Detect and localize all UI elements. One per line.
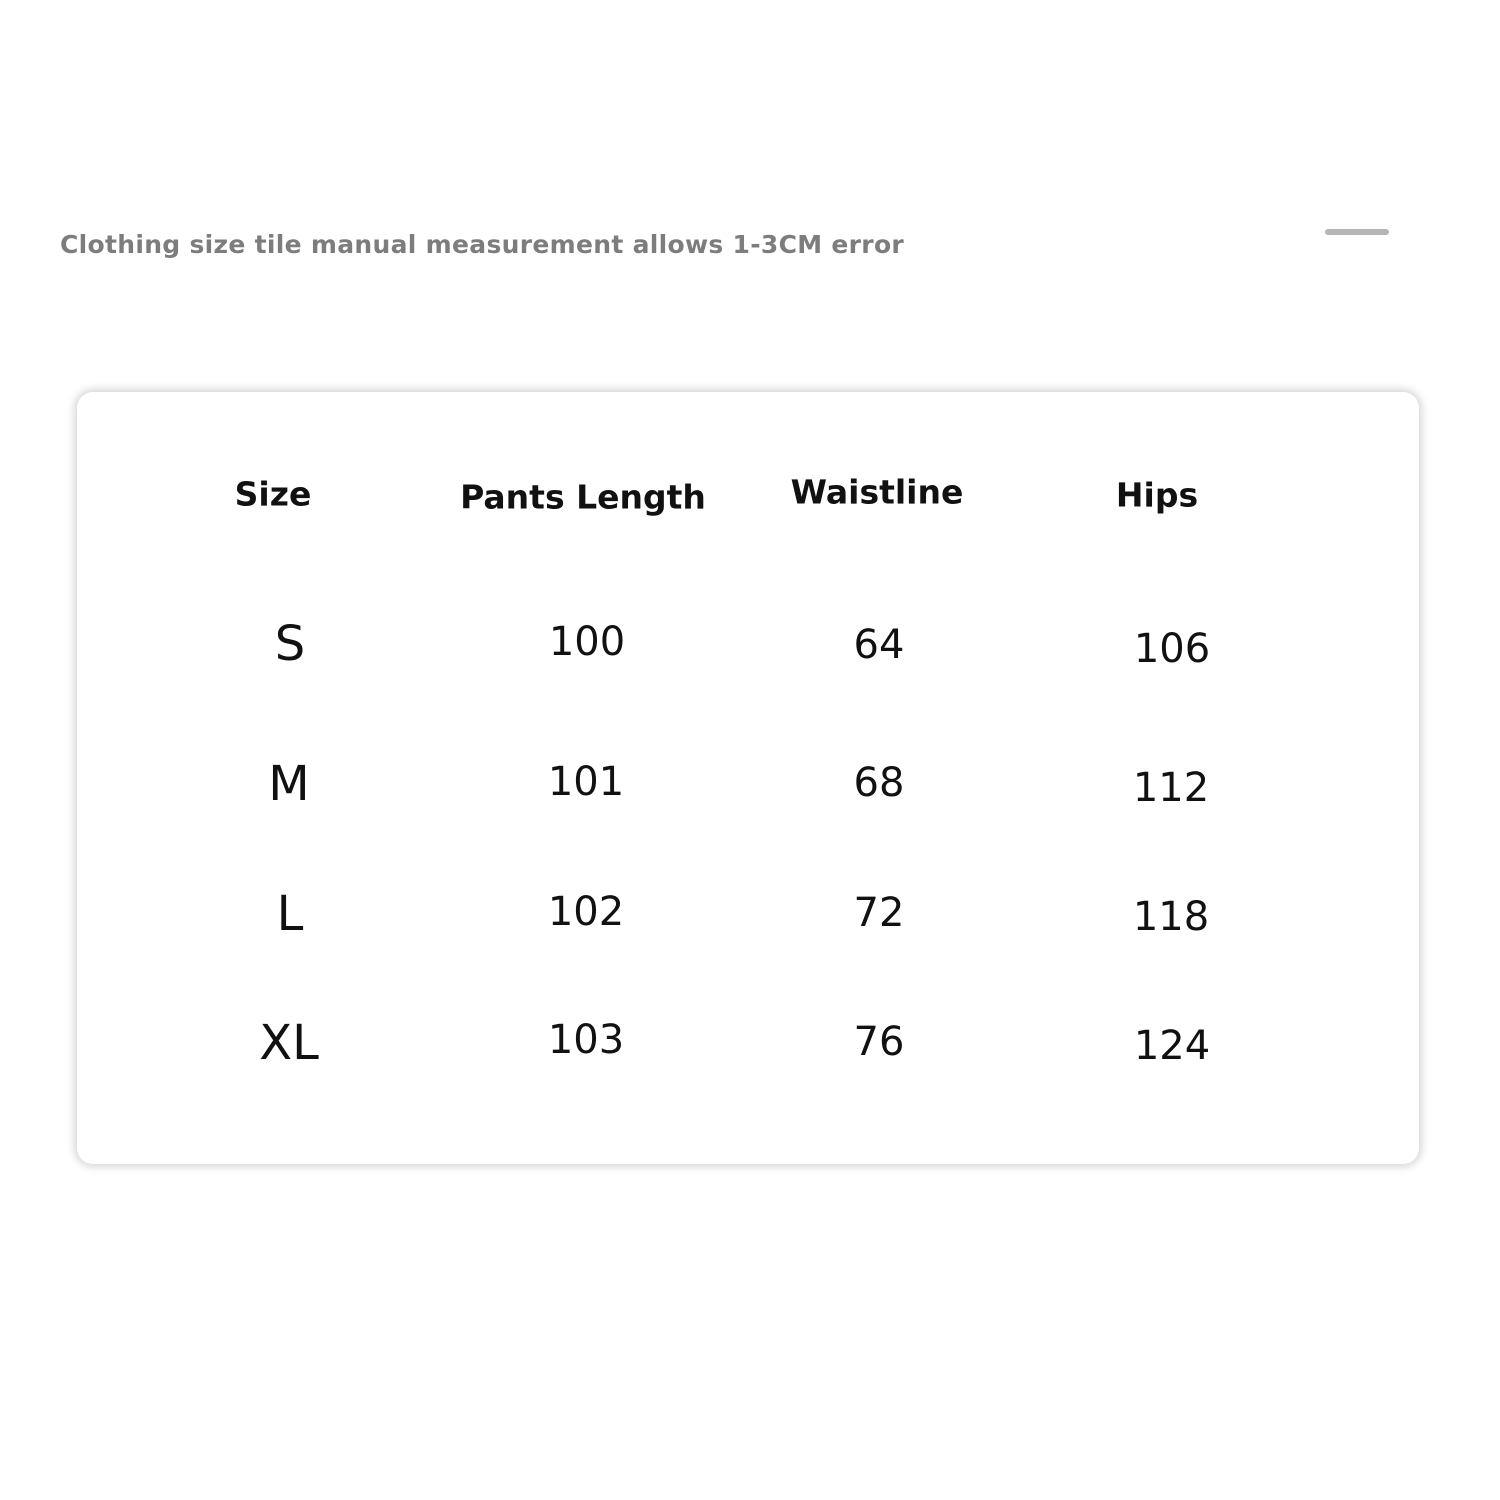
waistline-value: 64 [853,622,905,668]
waistline-value: 76 [853,1019,905,1065]
hips-value: 112 [1132,765,1210,811]
hips-value: 118 [1132,894,1210,940]
measurement-note: Clothing size tile manual measurement allows 1-3CM error [60,230,905,259]
header-hips: Hips [1115,475,1199,515]
pants-length-value: 103 [547,1017,625,1063]
pants-length-value: 100 [548,619,626,665]
size-chart-table [77,392,1419,1164]
waistline-value: 72 [853,890,905,936]
header-waistline: Waistline [790,472,964,512]
size-label: M [268,756,310,812]
hips-value: 124 [1133,1023,1211,1069]
header-pants-length: Pants Length [460,477,706,517]
waistline-value: 68 [853,760,905,806]
size-label: S [274,616,306,672]
size-label: XL [259,1015,319,1071]
dash-mark [1325,229,1389,235]
hips-value: 106 [1133,626,1211,672]
pants-length-value: 101 [547,759,625,805]
header-size: Size [234,474,312,514]
size-label: L [276,886,304,942]
pants-length-value: 102 [547,889,625,935]
